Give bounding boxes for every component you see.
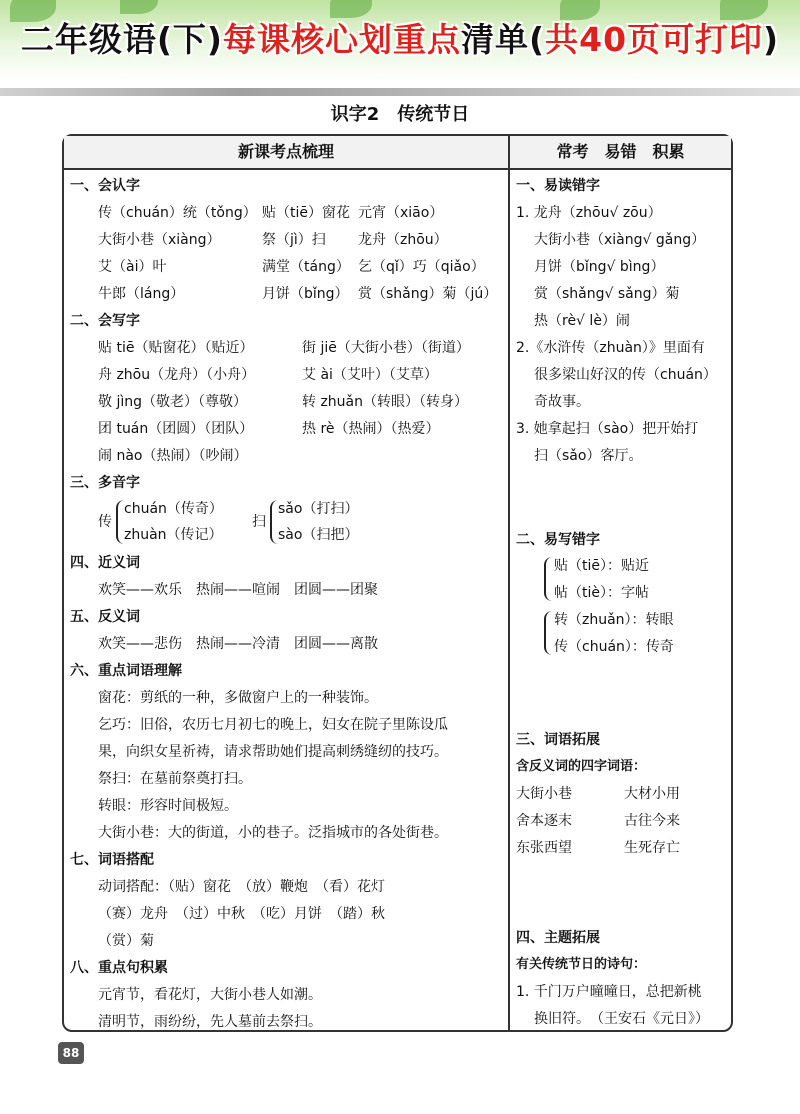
miswrite-line: 传（chuán）：传奇 (554, 639, 674, 655)
header-divider (62, 168, 733, 170)
misread-line: 3. 她拿起扫（sào）把开始打 (516, 421, 699, 437)
write-char: 舟 zhōu（龙舟）（小舟） (98, 367, 256, 383)
idiom: 古往今来 (624, 813, 680, 829)
word-meaning: 窗花：剪纸的一种，多做窗户上的一种装饰。 (98, 690, 378, 706)
miswrite-line: 贴（tiē）：贴近 (554, 558, 649, 574)
write-char: 转 zhuǎn（转眼）（转身） (302, 394, 468, 410)
brace (116, 500, 124, 544)
polyphone-reading: zhuàn（传记） (124, 527, 223, 543)
recognize-word: 艾（ài）叶 (98, 259, 167, 275)
write-char: 闹 nào（热闹）（吵闹） (98, 448, 248, 464)
polyphone-reading: sào（扫把） (278, 527, 359, 543)
polyphone-reading: chuán（传奇） (124, 501, 223, 517)
poem-line: 1. 千门万户曈曈日，总把新桃 (516, 984, 702, 1000)
miswrite-line: 转（zhuǎn）：转眼 (554, 612, 674, 628)
recognize-word: 元宵（xiāo） (358, 205, 444, 221)
polyphone-reading: sǎo（打扫） (278, 501, 359, 517)
section-title-write: 二、会写字 (70, 313, 140, 329)
section-title-word-expansion: 三、词语拓展 (516, 732, 600, 748)
section-title-miswrite: 二、易写错字 (516, 532, 600, 548)
idiom: 大材小用 (624, 786, 680, 802)
idiom: 东张西望 (516, 840, 572, 856)
polyphone-char: 传 (98, 514, 112, 530)
lesson-title: 识字2 传统节日 (330, 104, 470, 125)
section-title-antonyms: 五、反义词 (70, 609, 140, 625)
misread-line: 大街小巷（xiàng√ gǎng） (534, 232, 706, 248)
write-char: 敬 jìng（敬老）（尊敬） (98, 394, 247, 410)
theme-expansion-subtitle: 有关传统节日的诗句： (516, 957, 647, 972)
write-char: 街 jiē（大街小巷）（街道） (302, 340, 470, 356)
section-title-collocations: 七、词语搭配 (70, 852, 154, 868)
word-meaning: 祭扫：在墓前祭奠打扫。 (98, 771, 252, 787)
left-column-header: 新课考点梳理 (64, 136, 508, 168)
word-meaning: 转眼：形容时间极短。 (98, 798, 238, 814)
misread-line: 扫（sǎo）客厅。 (534, 448, 643, 464)
brace (270, 500, 278, 544)
word-meaning: 乞巧：旧俗，农历七月初七的晚上，妇女在院子里陈设瓜 (98, 717, 448, 733)
recognize-word: 赏（shǎng）菊（jú） (358, 286, 498, 302)
recognize-word: 牛郎（láng） (98, 286, 185, 302)
misread-line: 2.《水浒传（zhuàn）》里面有 (516, 340, 705, 356)
brace (544, 611, 552, 655)
section-title-key-sentences: 八、重点句积累 (70, 960, 168, 976)
write-char: 热 rè（热闹）（热爱） (302, 421, 440, 437)
recognize-word: 大街小巷（xiàng） (98, 232, 221, 248)
section-title-recognize: 一、会认字 (70, 178, 140, 194)
header-rule (0, 88, 800, 96)
miswrite-line: 帖（tiè）：字帖 (554, 585, 649, 601)
banner-title: 二年级语(下)每课核心划重点清单(共40页可打印) (20, 20, 780, 59)
collocation-line: 动词搭配：（贴）窗花 （放）鞭炮 （看）花灯 (98, 879, 385, 895)
recognize-word: 乞（qǐ）巧（qiǎo） (358, 259, 485, 275)
misread-line: 热（rè√ lè）闹 (534, 313, 630, 329)
recognize-word: 传（chuán）统（tǒng） (98, 205, 257, 221)
collocation-line: （赛）龙舟 （过）中秋 （吃）月饼 （踏）秋 (98, 906, 385, 922)
collocation-line: （赏）菊 (98, 933, 154, 949)
word-expansion-subtitle: 含反义词的四字词语： (516, 759, 647, 774)
misread-line: 1. 龙舟（zhōu√ zōu） (516, 205, 662, 221)
column-divider (508, 134, 510, 1032)
misread-line: 奇故事。 (534, 394, 590, 410)
write-char: 贴 tiē（贴窗花）（贴近） (98, 340, 254, 356)
antonym-pairs: 欢笑——悲伤 热闹——冷清 团圆——离散 (98, 636, 378, 652)
right-column-header: 常考 易错 积累 (510, 136, 731, 168)
synonym-pairs: 欢笑——欢乐 热闹——喧闹 团圆——团聚 (98, 582, 378, 598)
key-sentence: 清明节，雨纷纷，先人墓前去祭扫。 (98, 1014, 322, 1030)
page-number: 88 (58, 1042, 84, 1064)
misread-line: 月饼（bǐng√ bìng） (534, 259, 665, 275)
section-title-polyphone: 三、多音字 (70, 475, 140, 491)
leaf-decoration (120, 0, 158, 14)
banner (0, 0, 800, 80)
idiom: 生死存亡 (624, 840, 680, 856)
section-title-synonyms: 四、近义词 (70, 555, 140, 571)
idiom: 舍本逐末 (516, 813, 572, 829)
recognize-word: 贴（tiē）窗花 (262, 205, 350, 221)
poem-line: 换旧符。 （王安石《元日》） (534, 1011, 709, 1027)
key-sentence: 元宵节，看花灯，大街小巷人如潮。 (98, 987, 322, 1003)
recognize-word: 龙舟（zhōu） (358, 232, 448, 248)
recognize-word: 满堂（táng） (262, 259, 350, 275)
polyphone-char: 扫 (252, 514, 266, 530)
word-meaning: 大街小巷：大的街道，小的巷子。泛指城市的各处街巷。 (98, 825, 448, 841)
misread-line: 赏（shǎng√ sǎng）菊 (534, 286, 680, 302)
recognize-word: 月饼（bǐng） (262, 286, 349, 302)
idiom: 大街小巷 (516, 786, 572, 802)
word-meaning: 果，向织女星祈祷，请求帮助她们提高刺绣缝纫的技巧。 (98, 744, 448, 760)
write-char: 艾 ài（艾叶）（艾草） (302, 367, 438, 383)
write-char: 团 tuán（团圆）（团队） (98, 421, 254, 437)
recognize-word: 祭（jì）扫 (262, 232, 326, 248)
misread-line: 很多梁山好汉的传（chuán） (534, 367, 717, 383)
section-title-misread: 一、易读错字 (516, 178, 600, 194)
section-title-word-meanings: 六、重点词语理解 (70, 663, 182, 679)
brace (544, 557, 552, 601)
section-title-theme-expansion: 四、主题拓展 (516, 930, 600, 946)
